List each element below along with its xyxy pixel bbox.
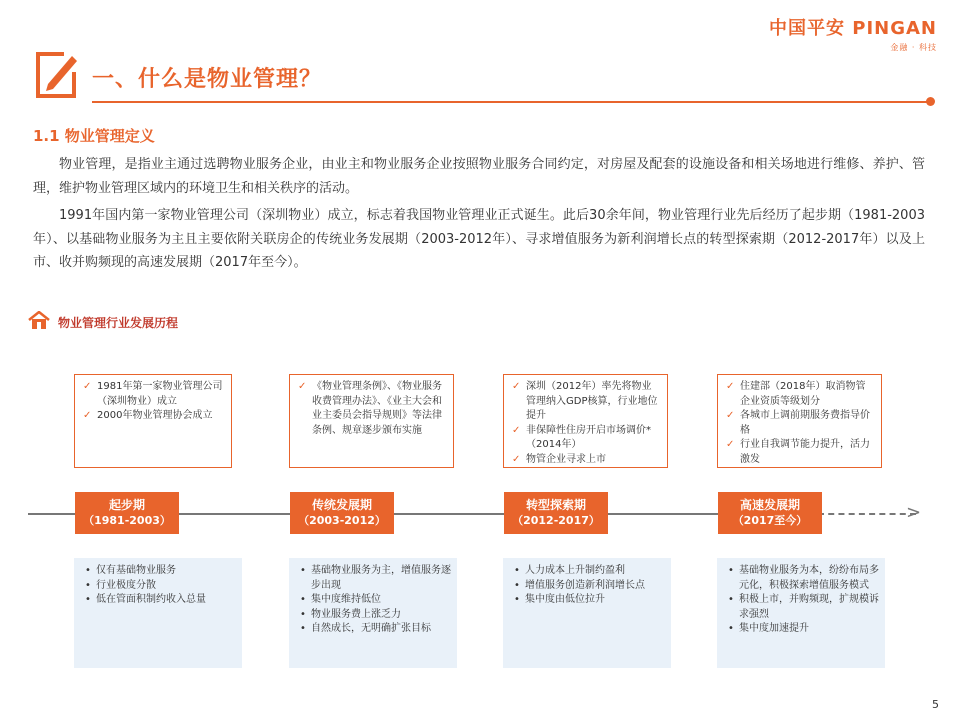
feature-item: • 仅有基础物业服务 bbox=[82, 564, 236, 579]
title-divider bbox=[92, 101, 927, 103]
stage-3-features bbox=[503, 558, 671, 668]
timeline-heading bbox=[28, 311, 178, 333]
stage-2-marker bbox=[290, 492, 394, 534]
event-item: ✓ 2000年物业管理协会成立 bbox=[83, 409, 225, 424]
stage-years: （2003-2012） bbox=[298, 514, 386, 527]
event-item: ✓ 住建部（2018年）取消物管企业资质等级划分 bbox=[726, 380, 875, 409]
event-item: ✓ 深圳（2012年）率先将物业管理纳入GDP核算，行业地位提升 bbox=[512, 380, 661, 424]
stage-3-marker bbox=[504, 492, 608, 534]
definition-paragraph: 物业管理，是指业主通过选聘物业服务企业，由业主和物业服务企业按照物业服务合同约定，对房屋及配套的设施设备和相关场地进行维修、养护、管理，维护物业管理区域内的环境卫生和相关秩序的活动。 bbox=[33, 157, 925, 196]
stage-years: （2017至今） bbox=[732, 514, 808, 527]
stage-years: （2012-2017） bbox=[512, 514, 600, 527]
feature-item: • 集中度由低位拉升 bbox=[511, 593, 665, 608]
house-icon bbox=[28, 311, 50, 333]
stage-4-marker bbox=[718, 492, 822, 534]
event-item: ✓ 行业自我调节能力提升，活力激发 bbox=[726, 438, 875, 467]
feature-item: • 增值服务创造新利润增长点 bbox=[511, 579, 665, 594]
feature-item: • 集中度维持低位 bbox=[297, 593, 451, 608]
stage-4-events bbox=[717, 374, 882, 468]
feature-item: • 物业服务费上涨乏力 bbox=[297, 608, 451, 623]
feature-item: • 人力成本上升制约盈利 bbox=[511, 564, 665, 579]
stage-name: 传统发展期 bbox=[311, 498, 372, 512]
pencil-icon bbox=[34, 50, 78, 100]
stage-name: 高速发展期 bbox=[739, 498, 800, 512]
arrow-right-icon: > bbox=[906, 502, 922, 523]
feature-item: • 基础物业服务为主，增值服务逐步出现 bbox=[297, 564, 451, 593]
page-number: 5 bbox=[932, 698, 939, 711]
stage-1-features bbox=[74, 558, 242, 668]
feature-item: • 自然成长，无明确扩张目标 bbox=[297, 622, 451, 637]
section-heading: 1.1 物业管理定义 bbox=[33, 127, 155, 145]
page-title: 一、什么是物业管理？ bbox=[92, 67, 323, 92]
stage-4-features bbox=[717, 558, 885, 668]
title-divider-dot bbox=[926, 97, 935, 106]
event-item: ✓ 各城市上调前期服务费指导价格 bbox=[726, 409, 875, 438]
timeline-heading-label: 物业管理行业发展历程 bbox=[58, 315, 179, 330]
feature-item: • 行业极度分散 bbox=[82, 579, 236, 594]
timeline-axis-future bbox=[818, 513, 916, 515]
event-item: ✓ 1981年第一家物业管理公司（深圳物业）成立 bbox=[83, 380, 225, 409]
stage-2-features bbox=[289, 558, 457, 668]
brand-logo bbox=[769, 14, 937, 53]
event-item: ✓ 非保障性住房开启市场调价*（2014年） bbox=[512, 424, 661, 453]
feature-item: • 基础物业服务为本，纷纷布局多元化，积极探索增值服务模式 bbox=[725, 564, 879, 593]
stage-2-events bbox=[289, 374, 454, 468]
event-item: ✓ 物管企业寻求上市 bbox=[512, 453, 661, 468]
feature-item: • 低在管面积制约收入总量 bbox=[82, 593, 236, 608]
stage-3-events bbox=[503, 374, 668, 468]
logo-text: 中国平安 PINGAN bbox=[769, 18, 937, 39]
feature-item: • 集中度加速提升 bbox=[725, 622, 879, 637]
stage-name: 转型探索期 bbox=[525, 498, 586, 512]
stage-1-events bbox=[74, 374, 232, 468]
history-paragraph: 1991年国内第一家物业管理公司（深圳物业）成立，标志着我国物业管理业正式诞生。此后30余年间，物业管理行业先后经历了起步期（1981-2003年）、以基础物业服务为主且主要依附关联房企的传统业务发展期（2003-2012年）、寻求增值服务为新利润增长点的转型探索期（2012-2017年）以及上市、收并购频现的高速发展期（2017年至今）。 bbox=[33, 208, 925, 270]
stage-years: （1981-2003） bbox=[83, 514, 171, 527]
event-item: ✓ 《物业管理条例》、《物业服务收费管理办法》、《业主大会和业主委员会指导规则》等法律条例、规章逐步颁布实施 bbox=[298, 380, 447, 438]
logo-subtext: 金融 · 科技 bbox=[890, 43, 937, 52]
stage-name: 起步期 bbox=[108, 498, 145, 512]
stage-1-marker bbox=[75, 492, 179, 534]
feature-item: • 积极上市，并购频现，扩规模诉求强烈 bbox=[725, 593, 879, 622]
